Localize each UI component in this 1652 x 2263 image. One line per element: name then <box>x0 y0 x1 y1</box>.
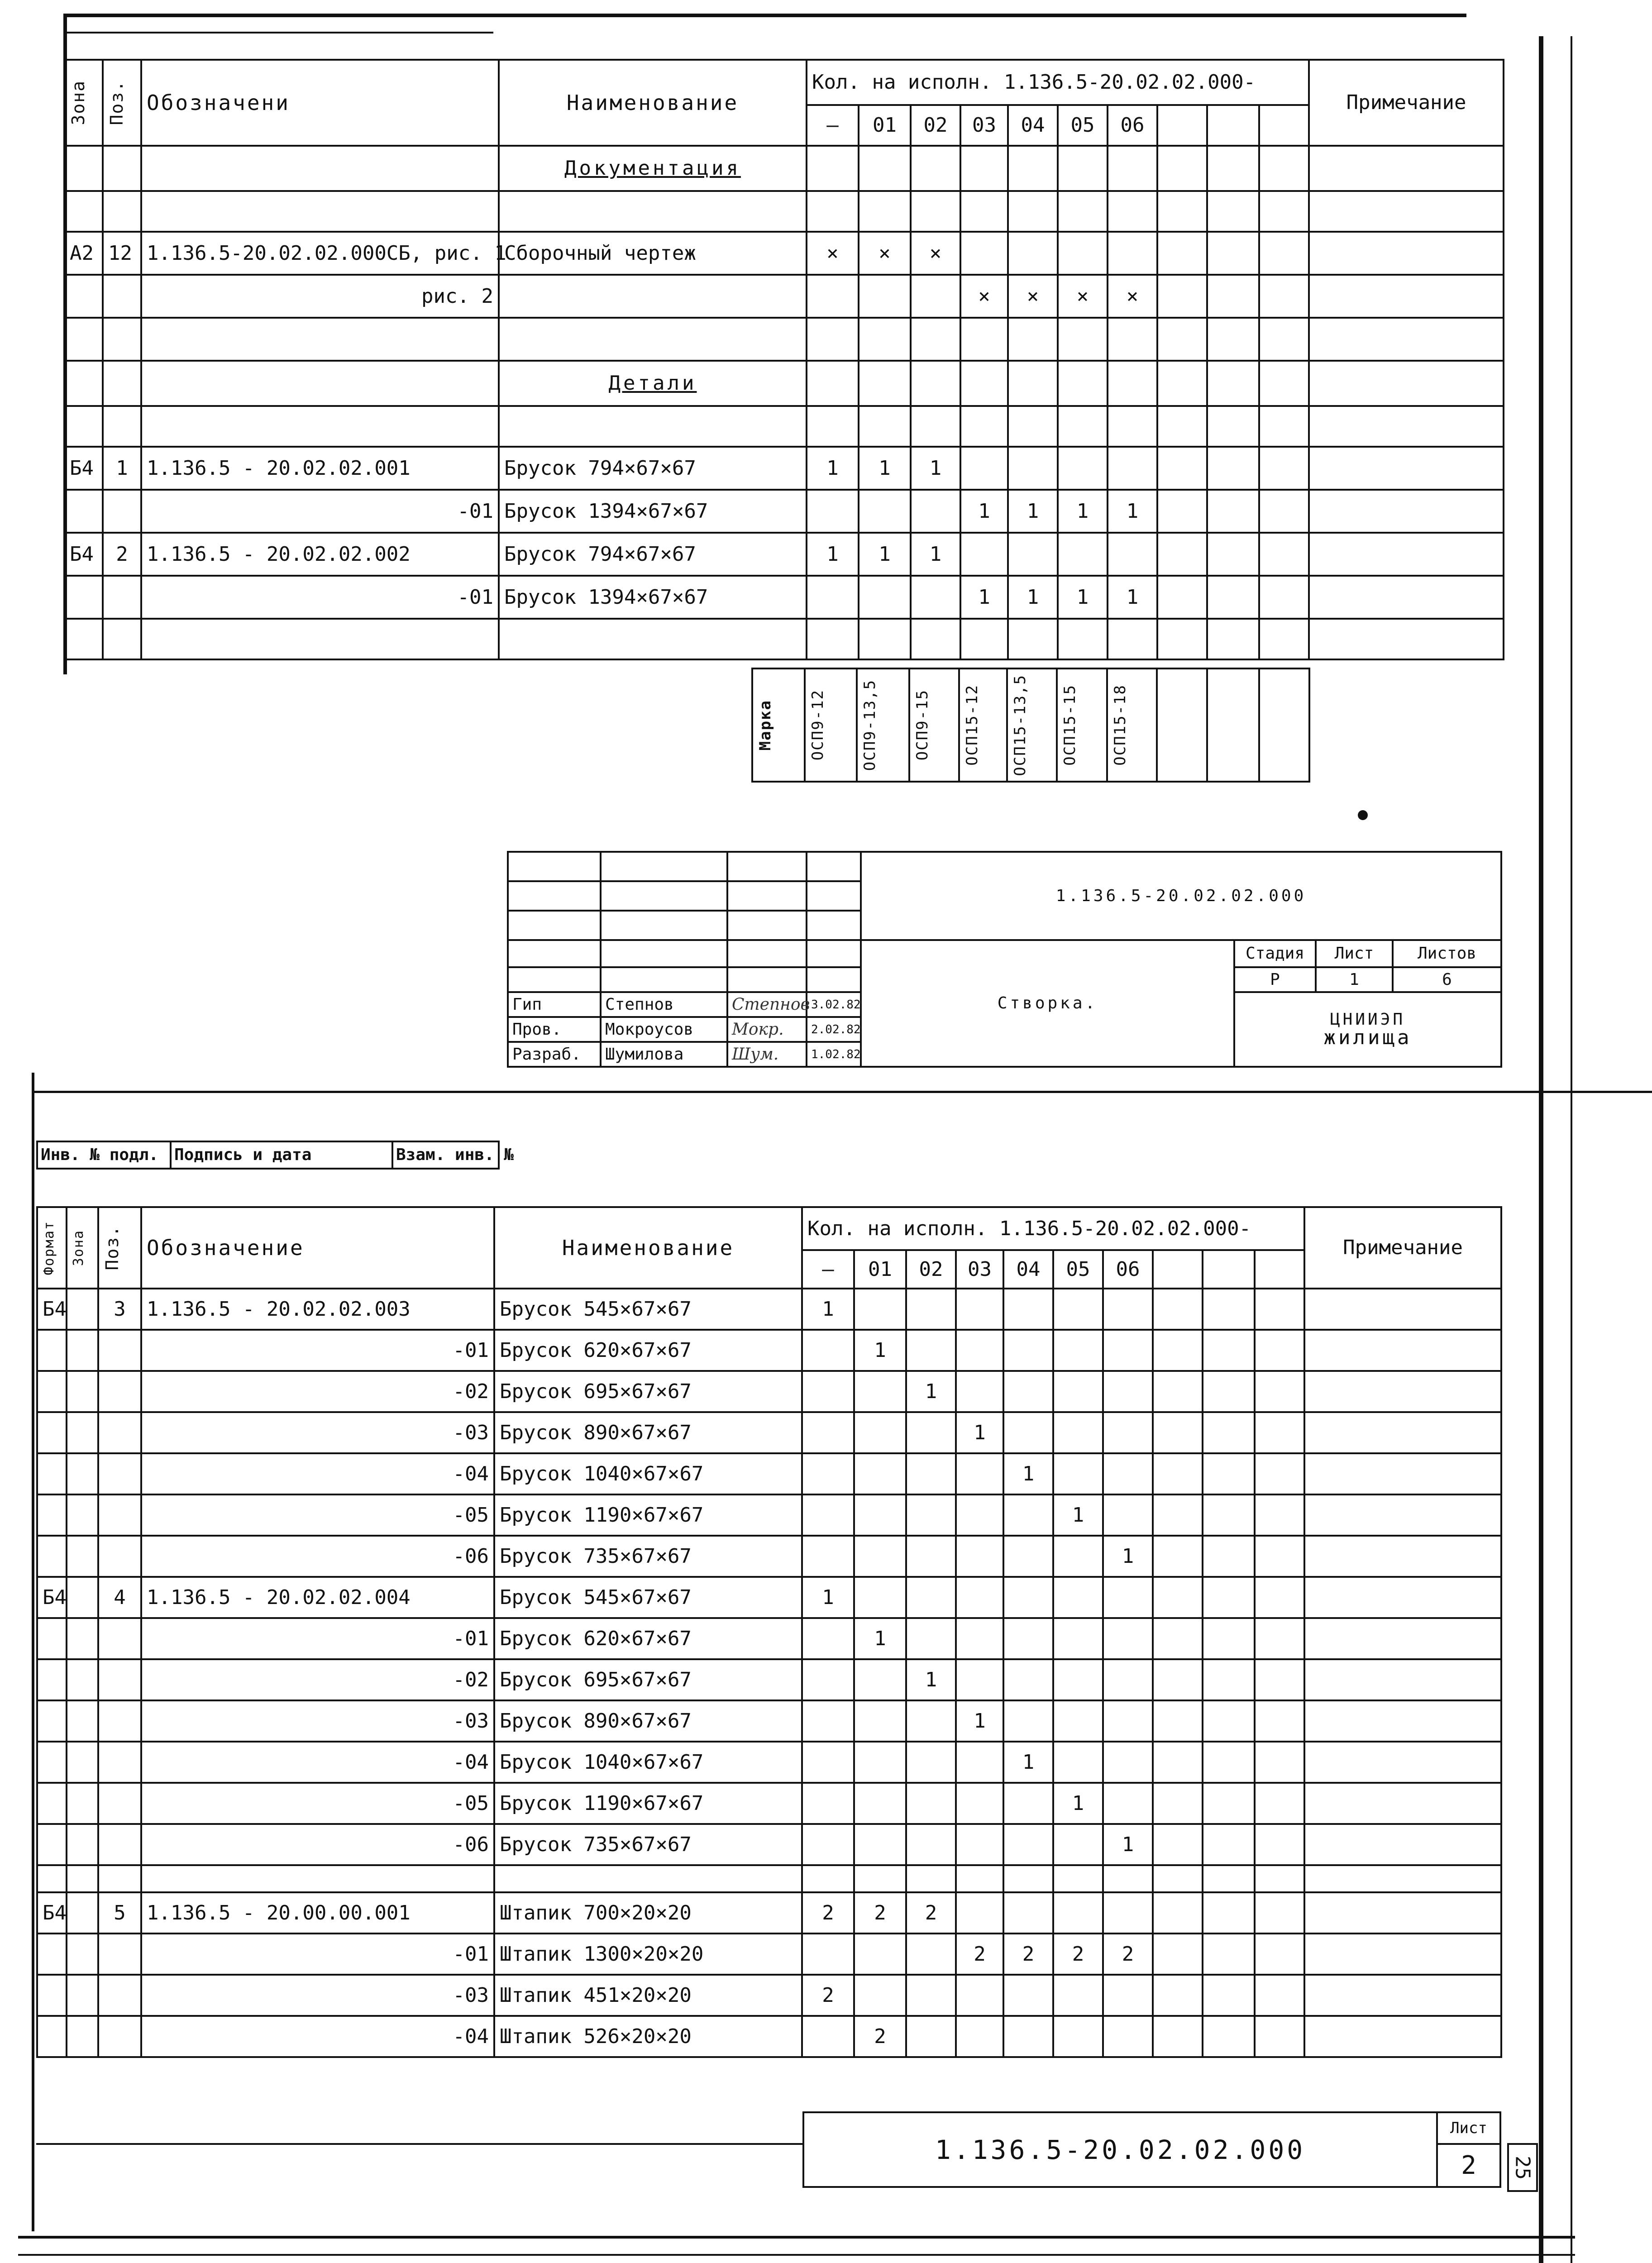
inv-podl: Инв. № подл. <box>37 1141 171 1169</box>
table-row: -02 Брусок 695×67×67 1 <box>37 1659 1501 1700</box>
col-oboznachenie-2: Обозначение <box>141 1207 494 1289</box>
table-row: -01 Штапик 1300×20×20 2 2 2 2 <box>37 1934 1501 1975</box>
stamp-sheets-label: Листов <box>1393 940 1501 967</box>
frame-bottom-line <box>18 2236 1575 2239</box>
podpis-i-data: Подпись и дата <box>171 1141 392 1169</box>
table-row: -03 Брусок 890×67×67 1 <box>37 1700 1501 1742</box>
footer-list-label: Лист <box>1437 2112 1500 2144</box>
table-row: Б4 2 1.136.5 - 20.02.02.002 Брусок 794×67×67 1 1 1 <box>64 533 1504 576</box>
variant-1: 01 <box>859 105 911 146</box>
inventory-strip <box>36 1141 514 1170</box>
variant-4: 04 <box>1008 105 1058 146</box>
table-row: -05 Брусок 1190×67×67 1 <box>37 1783 1501 1824</box>
col-qty-header-2: Кол. на исполн. 1.136.5-20.02.02.000- <box>802 1207 1304 1250</box>
title-block <box>507 851 1502 1068</box>
table-row: Б4 3 1.136.5 - 20.02.02.003 Брусок 545×67×67 1 <box>37 1289 1501 1330</box>
stamp-stage-label: Стадия <box>1234 940 1316 967</box>
marka-osp15-18: ОСП15-18 <box>1107 668 1157 782</box>
col-zona-2: Зона <box>67 1207 98 1289</box>
col-pos-2: Поз. <box>98 1207 141 1289</box>
frame-bottom-line-2 <box>18 2254 1575 2256</box>
col-pos: Поз. <box>103 60 141 146</box>
stamp-person-row: Пров. Мокроусов Мокр. 2.02.82 <box>508 1017 1501 1042</box>
table-row: -06 Брусок 735×67×67 1 <box>37 1536 1501 1577</box>
stamp-sheets: 6 <box>1393 967 1501 992</box>
stamp-code: 1.136.5-20.02.02.000 <box>861 852 1501 940</box>
col-naimenovanie-2: Наименование <box>494 1207 802 1289</box>
table-row: рис. 2 × × × × <box>64 275 1504 318</box>
marka-osp15-12: ОСП15-12 <box>959 668 1007 782</box>
footer-list-number: 2 <box>1437 2144 1500 2187</box>
marka-osp15-13-5: ОСП15-13,5 <box>1007 668 1057 782</box>
stamp-sheet: 1 <box>1316 967 1393 992</box>
frame-top-line-2 <box>63 32 493 33</box>
table-row: -06 Брусок 735×67×67 1 <box>37 1824 1501 1865</box>
vzam-inv: Взам. инв. № <box>392 1141 499 1169</box>
spec-table-sheet2: Формат Зона Поз. Обозначение Наименование Кол. на исполн. 1.136.5-20.02.02.000- Примечание — 01 02 03 04 05 06 Б4 3 1.136.5 - 20.02.02.003 Брусок 545×67×67 1 -01 Брусок 620×67×67 1 -02 Брусок 695×67×67 1 -03 Брусок 890×67×67 1 -04 Брусок 1040×67×67 1 -05 Брусок 1190×67×67 1 -06 Брусок 735×67×67 1 Б4 4 1.136.5 - 20.02.02.004 Брусок 545×67×67 1 -01 Брусок 620×67×67 1 -02 Брусок 695×67×67 1 -03 Брусок 890×67×67 1 -04 Брусок 1040×67×67 1 -05 Брусок 1190×67×67 1 -06 Брусок 735×67×67 1 Б4 5 1.136.5 - 20.00.00.001 Штапик 700×20×20 2 2 2 -01 Штапик 1300×20×20 2 2 2 2 -03 Штапик 451×20×20 2 -04 Штапик 526×20×20 2 <box>36 1206 1502 2058</box>
stamp-person-row: Разраб. Шумилова Шум. 1.02.82 <box>508 1042 1501 1067</box>
sheet2-rows <box>37 1289 1501 2057</box>
variant-2: 02 <box>911 105 960 146</box>
section-parts: Детали <box>499 361 807 406</box>
stamp-title: Створка. <box>861 940 1234 1067</box>
table-row: -04 Брусок 1040×67×67 1 <box>37 1453 1501 1494</box>
variant-6: 06 <box>1108 105 1157 146</box>
marka-osp9-12: ОСП9-12 <box>805 668 857 782</box>
signature: Шум. <box>727 1042 807 1067</box>
variant-0: — <box>807 105 859 146</box>
variant-3: 03 <box>960 105 1008 146</box>
col-primechanie-2: Примечание <box>1304 1207 1501 1289</box>
marka-osp9-15: ОСП9-15 <box>909 668 960 782</box>
table-row: -04 Штапик 526×20×20 2 <box>37 2016 1501 2057</box>
col-zona: Зона <box>64 60 103 146</box>
table-row: Б4 4 1.136.5 - 20.02.02.004 Брусок 545×67×67 1 <box>37 1577 1501 1618</box>
stamp-person-row: Гип Степнов Степнов 3.02.82 ЦНИИЭП жилища <box>508 992 1501 1017</box>
table-row: -01 Брусок 620×67×67 1 <box>37 1330 1501 1371</box>
stamp-organization: ЦНИИЭП жилища <box>1234 992 1501 1067</box>
section-documentation: Документация <box>499 146 807 191</box>
col-format: Формат <box>37 1207 67 1289</box>
marka-label: Марка <box>752 668 805 782</box>
col-naimenovanie: Наименование <box>499 60 807 146</box>
frame-right-line <box>1539 36 1543 2263</box>
table-row: Б4 5 1.136.5 - 20.00.00.001 Штапик 700×20×20 2 2 2 <box>37 1892 1501 1934</box>
table-row: -05 Брусок 1190×67×67 1 <box>37 1494 1501 1536</box>
table-row: А2 12 1.136.5-20.02.02.000СБ, рис. 1 Сборочный чертеж × × × <box>64 232 1504 275</box>
table-row: -01 Брусок 1394×67×67 1 1 1 1 <box>64 490 1504 533</box>
table-row: -01 Брусок 620×67×67 1 <box>37 1618 1501 1659</box>
frame-left-line-2 <box>32 1073 34 2231</box>
stamp-sheet-label: Лист <box>1316 940 1393 967</box>
table-row: -01 Брусок 1394×67×67 1 1 1 1 <box>64 576 1504 619</box>
spec-table-sheet1 <box>63 59 1504 660</box>
table-row: -03 Штапик 451×20×20 2 <box>37 1975 1501 2016</box>
signature: Степнов <box>727 992 807 1017</box>
frame-top-line <box>63 14 1466 17</box>
table-row: -04 Брусок 1040×67×67 1 <box>37 1742 1501 1783</box>
variant-5: 05 <box>1058 105 1108 146</box>
marka-osp9-13-5: ОСП9-13,5 <box>857 668 909 782</box>
side-page-number: 25 <box>1507 2143 1538 2192</box>
table-row: -03 Брусок 890×67×67 1 <box>37 1412 1501 1453</box>
col-qty-header: Кол. на исполн. 1.136.5-20.02.02.000- <box>807 60 1309 105</box>
signature: Мокр. <box>727 1017 807 1042</box>
ink-dot <box>1358 810 1368 820</box>
marka-table <box>751 668 1310 783</box>
frame-right-line-2 <box>1571 36 1572 2263</box>
footer-block <box>36 2111 1501 2188</box>
col-primechanie: Примечание <box>1309 60 1504 146</box>
sheet-separator <box>32 1091 1652 1093</box>
col-oboznachenie: Обозначени <box>141 60 499 146</box>
table-row: -02 Брусок 695×67×67 1 <box>37 1371 1501 1412</box>
stamp-stage: Р <box>1234 967 1316 992</box>
footer-code: 1.136.5-20.02.02.000 <box>803 2112 1437 2187</box>
table-row: Б4 1 1.136.5 - 20.02.02.001 Брусок 794×67×67 1 1 1 <box>64 447 1504 490</box>
marka-osp15-15: ОСП15-15 <box>1057 668 1107 782</box>
